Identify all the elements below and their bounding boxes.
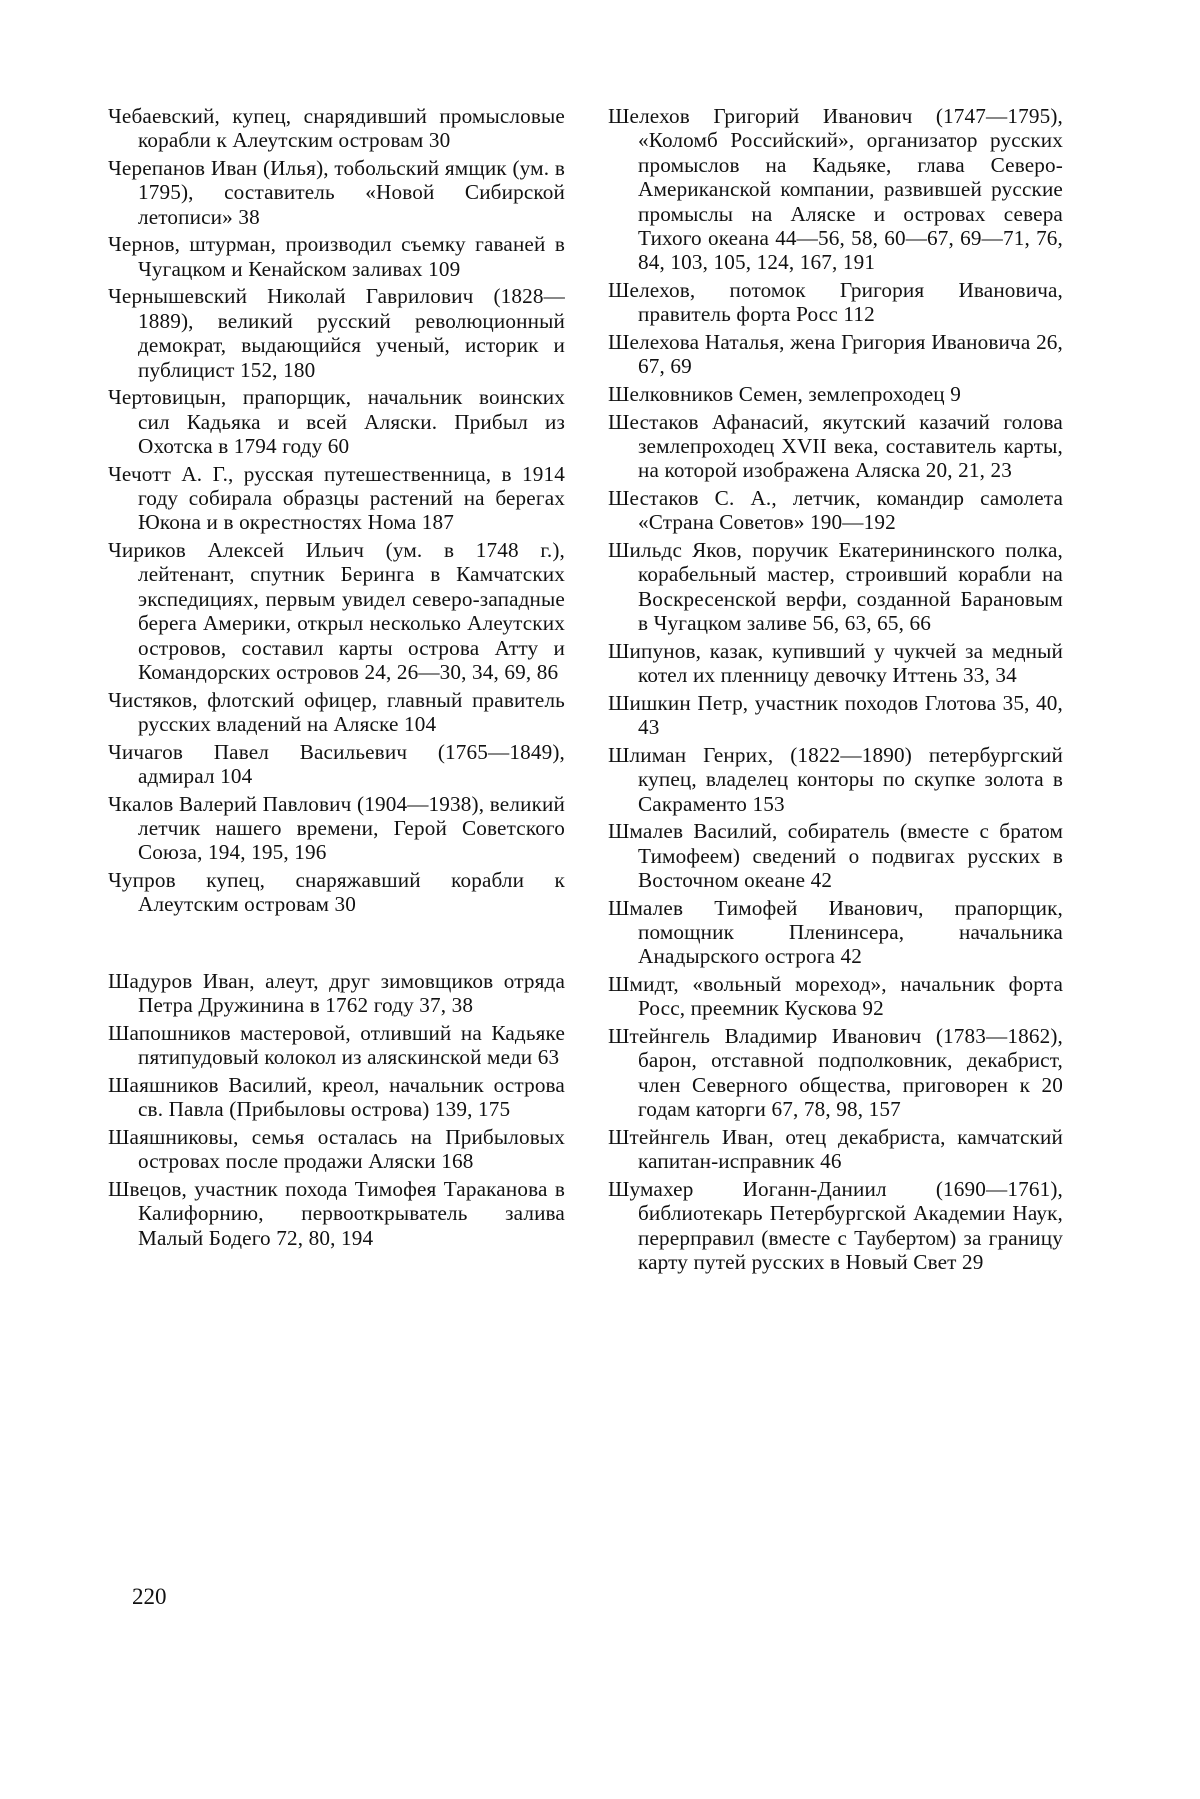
page-number: 220 [132, 1584, 167, 1609]
index-entry: Чернышевский Николай Гаврилович (1828—1889), великий русский революционный демократ, выдающийся ученый, историк и публицист 152, 180 [108, 284, 565, 382]
index-entry: Шмалев Тимофей Иванович, прапорщик, помощник Пленинсера, начальника Анадырского острога 42 [608, 895, 1063, 969]
index-entry: Шестаков Афанасий, якутский казачий голова землепроходец XVII века, составитель карты, на которой изображена Аляска 20, 21, 23 [608, 409, 1063, 483]
index-entry: Штейнгель Владимир Иванович (1783—1862), барон, отставной подполковник, декабрист, член Северного общества, приговорен к 20 годам каторги 67, 78, 98, 157 [608, 1024, 1063, 1122]
left-column [108, 104, 565, 1253]
index-entry: Шелехов Григорий Иванович (1747—1795), «Коломб Российский», организатор русских промыслов на Кадьяке, глава Северо-Американской компании, развившей русские промыслы на Аляске и островах севера Тихого океана 44—56, 58, 60—67, 69—71, 76, 84, 103, 105, 124, 167, 191 [608, 104, 1063, 275]
index-entry: Шадуров Иван, алеут, друг зимовщиков отряда Петра Дружинина в 1762 году 37, 38 [108, 969, 565, 1018]
index-entry: Чичагов Павел Васильевич (1765—1849), адмирал 104 [108, 739, 565, 789]
index-entry: Швецов, участник похода Тимофея Тараканова в Калифорнию, первооткрыватель залива Малый Бодего 72, 80, 194 [108, 1177, 565, 1250]
index-entry: Шильдс Яков, поручик Екатерининского полка, корабельный мастер, строивший корабли на Воскресенской верфи, созданной Барановым в Чугацком заливе 56, 63, 65, 66 [608, 538, 1063, 636]
index-entry: Чебаевский, купец, снарядивший промысловые корабли к Алеутским островам 30 [108, 104, 565, 153]
index-entry: Чечотт А. Г., русская путешественница, в 1914 году собирала образцы растений на берегах Юкона и в окрестностях Нома 187 [108, 461, 565, 535]
index-entry: Шелковников Семен, землепроходец 9 [608, 382, 961, 407]
index-entry: Шишкин Петр, участник походов Глотова 35, 40, 43 [608, 690, 1063, 740]
index-entry: Шмалев Василий, собиратель (вместе с братом Тимофеем) сведений о подвигах русских в Восточном океане 42 [608, 819, 1063, 893]
index-entry: Шлиман Генрих, (1822—1890) петербургский купец, владелец конторы по скупке золота в Сакраменто 153 [608, 742, 1063, 816]
index-entry: Чернов, штурман, производил съемку гаваней в Чугацком и Кенайском заливах 109 [108, 232, 565, 281]
entry-group-ch [108, 104, 565, 917]
index-entry: Шаяшниковы, семья осталась на Прибыловых островах после продажи Аляски 168 [108, 1125, 565, 1174]
index-entry: Шелехов, потомок Григория Ивановича, правитель форта Росс 112 [608, 278, 1063, 327]
index-entry: Шестаков С. А., летчик, командир самолета «Страна Советов» 190—192 [608, 486, 1063, 535]
index-entry: Чупров купец, снаряжавший корабли к Алеутским островам 30 [108, 868, 565, 917]
index-entry: Шапошников мастеровой, отливший на Кадьяке пятипудовый колокол из аляскинской меди 63 [108, 1021, 565, 1070]
index-entry: Чкалов Валерий Павлович (1904—1938), великий летчик нашего времени, Герой Советского Союза, 194, 195, 196 [108, 791, 565, 865]
index-entry: Шипунов, казак, купивший у чукчей за медный котел их пленницу девочку Иттень 33, 34 [608, 638, 1063, 688]
index-entry: Шаяшников Василий, креол, начальник острова св. Павла (Прибыловы острова) 139, 175 [108, 1073, 565, 1122]
index-entry: Черепанов Иван (Илья), тобольский ямщик (ум. в 1795), составитель «Новой Сибирской летописи» 38 [108, 156, 565, 229]
index-entry: Шмидт, «вольный мореход», начальник форта Росс, преемник Кускова 92 [608, 972, 1063, 1021]
right-column [608, 104, 1063, 1278]
entry-group-sh [108, 969, 565, 1250]
index-entry: Чертовицын, прапорщик, начальник воинских сил Кадьяка и всей Аляски. Прибыл из Охотска в 1794 году 60 [108, 385, 565, 459]
index-entry: Шелехова Наталья, жена Григория Ивановича 26, 67, 69 [608, 330, 1063, 379]
letter-group-gap [108, 920, 565, 969]
index-entry: Чистяков, флотский офицер, главный правитель русских владений на Аляске 104 [108, 687, 565, 737]
index-entry: Шумахер Иоганн-Даниил (1690—1761), библиотекарь Петербургской Академии Наук, перерправил (вместе с Таубертом) за границу карту путей русских в Новый Свет 29 [608, 1176, 1063, 1275]
index-entry: Штейнгель Иван, отец декабриста, камчатский капитан-исправник 46 [608, 1124, 1063, 1174]
index-entry: Чириков Алексей Ильич (ум. в 1748 г.), лейтенант, спутник Беринга в Камчатских экспедициях, первым увидел северо-западные берега Америки, открыл несколько Алеутских островов, составил карты острова Атту и Командорских островов 24, 26—30, 34, 69, 86 [108, 538, 565, 685]
